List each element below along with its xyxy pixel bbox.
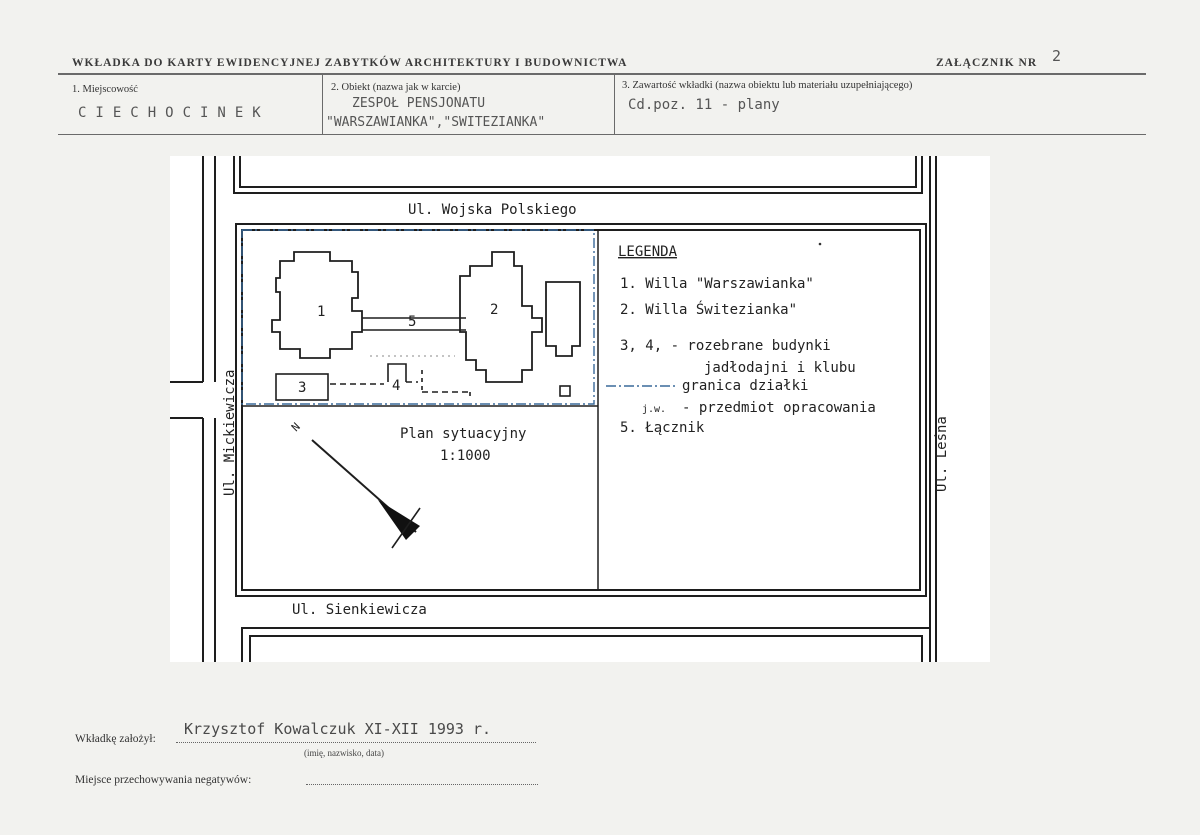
plan-title: Plan sytuacyjny [400,426,527,442]
field-label-object: 2. Obiekt (nazwa jak w karcie) [331,82,461,93]
form-title: WKŁADKA DO KARTY EWIDENCYJNEJ ZABYTKÓW ARCHITEKTURY I BUDOWNICTWA [72,57,628,69]
building-2 [460,252,580,382]
legend-item: 1. Willa "Warszawianka" [620,276,814,292]
field-value-contents: Cd.poz. 11 - plany [628,97,780,113]
founder-dotted-line [176,742,536,743]
site-plan [170,156,990,662]
plan-scale: 1:1000 [440,448,491,464]
building-label: 3 [298,380,307,396]
founder-hint: (imię, nazwisko, data) [304,748,384,758]
ink-dot [819,243,822,246]
field-divider-1 [322,75,323,134]
founder-label: Wkładkę założył: [75,733,156,745]
legend-item: 2. Willa Świtezianka" [620,302,798,318]
street-name-west: Ul. Mickiewicza [222,369,238,496]
field-value-object-line1: ZESPOŁ PENSJONATU [352,96,486,111]
field-label-place: 1. Miejscowość [72,84,138,95]
street-name-east: Ul. Leśna [934,416,950,492]
field-value-place: CIECHOCINEK [78,105,270,121]
negatives-label: Miejsce przechowywania negatywów: [75,774,252,786]
south-block-outline [250,636,922,662]
field-label-contents: 3. Zawartość wkładki (nazwa obiektu lub materiału uzupełniającego) [622,80,913,91]
street-name-south: Ul. Sienkiewicza [292,602,427,618]
legend-item: jadłodajni i klubu [704,360,856,376]
north-marker: N [288,420,303,435]
building-label: 2 [490,302,499,318]
building-label: 1 [317,304,326,320]
south-block-outline [242,628,930,662]
legend-item: 3, 4, - rozebrane budynki [620,338,831,354]
legend-item: - przedmiot opracowania [682,400,876,416]
legend-item: granica działki [682,378,809,394]
founder-value: Krzysztof Kowalczuk XI-XII 1993 r. [184,720,492,738]
site-plan-drawing [170,156,990,662]
attachment-label: ZAŁĄCZNIK NR [936,57,1038,69]
street-name-north: Ul. Wojska Polskiego [408,202,577,218]
field-value-object-line2: "WARSZAWIANKA","SWITEZIANKA" [326,115,546,130]
legend-item: j.w. [642,404,667,415]
legend-title: LEGENDA [618,244,678,260]
header-rule-top [58,73,1146,75]
building-label: 5 [408,314,417,330]
attachment-number: 2 [1052,47,1062,65]
field-divider-2 [614,75,615,134]
building-label: 4 [392,378,401,394]
header-rule-bottom [58,134,1146,135]
legend-item: 5. Łącznik [620,420,705,436]
negatives-dotted-line [306,784,538,785]
north-block-outline [240,156,916,187]
